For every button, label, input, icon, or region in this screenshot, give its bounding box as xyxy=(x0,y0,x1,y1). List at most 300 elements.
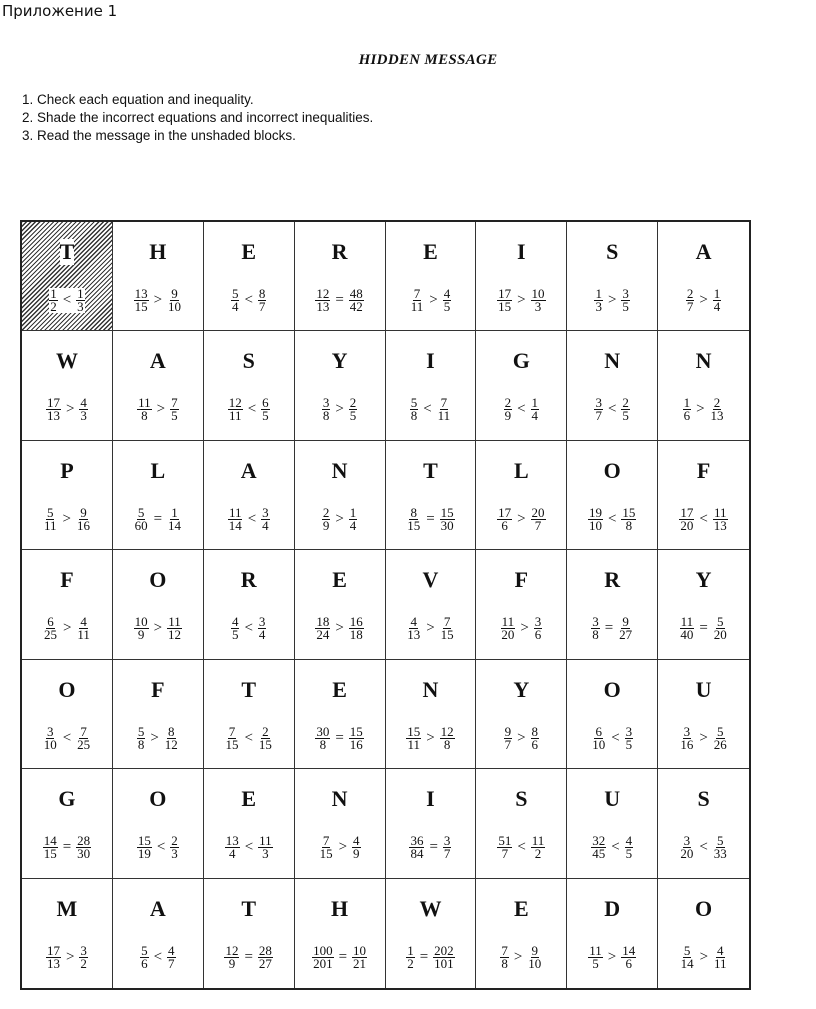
puzzle-cell[interactable] xyxy=(22,550,113,659)
numerator: 12 xyxy=(225,942,239,958)
cell-expression xyxy=(312,942,367,971)
puzzle-cell[interactable] xyxy=(22,879,113,988)
instruction-item: 1. Check each equation and inequality. xyxy=(22,92,254,107)
cell-expression xyxy=(46,942,88,971)
denominator: 8 xyxy=(443,736,451,752)
comparison-operator: = xyxy=(419,948,429,965)
cell-letter: A xyxy=(695,239,712,264)
cell-letter: N xyxy=(422,676,439,702)
fraction-left xyxy=(500,616,515,641)
comparison-operator: > xyxy=(699,292,708,308)
comparison-operator: > xyxy=(426,620,435,637)
cell-expression xyxy=(406,723,454,752)
cell-letter: O xyxy=(695,895,713,921)
comparison-operator: > xyxy=(335,401,344,418)
fraction-right xyxy=(713,723,728,752)
denominator: 10 xyxy=(592,736,606,752)
denominator: 3 xyxy=(595,299,602,314)
comparison-operator: = xyxy=(338,948,348,965)
numerator: 28 xyxy=(77,833,91,849)
fraction-right xyxy=(437,397,452,422)
puzzle-cell[interactable] xyxy=(658,879,749,988)
numerator: 16 xyxy=(349,614,363,630)
numerator: 3 xyxy=(622,286,629,301)
puzzle-cell[interactable] xyxy=(476,879,567,988)
denominator: 9 xyxy=(353,846,360,862)
numerator: 100 xyxy=(313,942,333,958)
numerator: 5 xyxy=(717,833,724,849)
fraction-left xyxy=(315,288,330,313)
puzzle-cell[interactable] xyxy=(658,660,749,769)
cell-letter: I xyxy=(426,786,435,812)
numerator: 30 xyxy=(316,723,330,739)
fraction-right xyxy=(440,504,455,533)
comparison-operator: < xyxy=(153,948,163,965)
numerator: 13 xyxy=(134,286,148,301)
denominator: 15 xyxy=(43,846,57,862)
puzzle-cell[interactable] xyxy=(22,331,113,440)
fraction-right xyxy=(164,723,179,752)
denominator: 14 xyxy=(168,517,182,533)
denominator: 3 xyxy=(171,846,178,862)
comparison-operator: < xyxy=(607,401,617,418)
puzzle-cell[interactable] xyxy=(295,331,386,440)
denominator: 45 xyxy=(592,846,606,862)
puzzle-cell[interactable] xyxy=(204,441,295,550)
denominator: 2 xyxy=(407,955,414,971)
denominator: 5 xyxy=(622,408,629,424)
cell-letter: U xyxy=(695,676,712,702)
puzzle-cell[interactable] xyxy=(567,550,658,659)
numerator: 11 xyxy=(589,942,602,958)
denominator: 5 xyxy=(622,299,629,314)
fraction-right xyxy=(258,288,267,313)
denominator: 8 xyxy=(501,955,508,971)
cell-letter: U xyxy=(604,786,621,812)
puzzle-cell[interactable] xyxy=(386,879,477,988)
cell-expression xyxy=(406,616,454,641)
numerator: 3 xyxy=(592,614,599,630)
cell-letter: P xyxy=(60,457,74,483)
cell-expression xyxy=(679,504,727,533)
denominator: 11 xyxy=(407,736,420,752)
fraction-right xyxy=(170,835,179,860)
cell-expression xyxy=(588,942,636,971)
fraction-right xyxy=(710,397,725,422)
puzzle-cell[interactable] xyxy=(295,660,386,769)
puzzle-cell[interactable] xyxy=(113,769,204,878)
denominator: 16 xyxy=(76,517,90,533)
comparison-operator: > xyxy=(520,620,529,637)
comparison-operator: = xyxy=(429,839,438,856)
numerator: 7 xyxy=(440,395,448,411)
numerator: 12 xyxy=(316,286,330,301)
fraction-right xyxy=(170,397,179,422)
fraction-right xyxy=(531,723,540,752)
cell-expression xyxy=(680,942,728,971)
puzzle-cell[interactable] xyxy=(204,331,295,440)
fraction-right xyxy=(440,616,455,641)
puzzle-cell[interactable] xyxy=(567,660,658,769)
cell-letter: N xyxy=(695,348,712,374)
fraction-left xyxy=(49,288,58,313)
denominator: 5 xyxy=(262,408,269,424)
denominator: 9 xyxy=(228,955,236,971)
fraction-right xyxy=(258,616,267,641)
denominator: 16 xyxy=(680,736,694,752)
comparison-operator: > xyxy=(65,948,75,965)
comparison-operator: > xyxy=(335,510,344,527)
cell-expression xyxy=(315,288,363,313)
puzzle-cell[interactable] xyxy=(295,879,386,988)
denominator: 19 xyxy=(137,846,151,862)
fraction-left xyxy=(315,723,330,752)
numerator: 13 xyxy=(225,833,239,849)
numerator: 2 xyxy=(686,286,694,301)
puzzle-cell[interactable] xyxy=(658,441,749,550)
puzzle-cell[interactable] xyxy=(22,222,113,331)
cell-expression xyxy=(683,397,725,422)
denominator: 30 xyxy=(77,846,91,862)
fraction-left xyxy=(497,835,512,860)
fraction-left xyxy=(322,397,331,422)
puzzle-cell[interactable] xyxy=(567,769,658,878)
numerator: 2 xyxy=(504,395,512,411)
puzzle-cell[interactable] xyxy=(22,769,113,878)
fraction-right xyxy=(76,835,91,860)
numerator: 7 xyxy=(80,723,87,739)
numerator: 3 xyxy=(625,723,633,739)
denominator: 15 xyxy=(258,736,272,752)
numerator: 6 xyxy=(47,614,54,630)
numerator: 5 xyxy=(231,286,239,301)
fraction-right xyxy=(261,504,270,533)
fraction-right xyxy=(531,288,546,313)
puzzle-cell[interactable] xyxy=(476,331,567,440)
cell-expression xyxy=(134,288,182,313)
numerator: 10 xyxy=(134,614,148,630)
numerator: 17 xyxy=(498,504,512,520)
denominator: 16 xyxy=(349,736,363,752)
denominator: 15 xyxy=(407,517,421,533)
denominator: 60 xyxy=(134,517,148,533)
fraction-left xyxy=(322,504,331,533)
denominator: 6 xyxy=(141,955,148,971)
numerator: 3 xyxy=(322,395,330,411)
cell-expression xyxy=(504,723,539,752)
denominator: 4 xyxy=(349,517,357,533)
cell-letter: E xyxy=(241,239,257,264)
instructions-list xyxy=(22,91,373,145)
fraction-right xyxy=(349,288,364,313)
cell-expression xyxy=(406,942,454,971)
cell-expression xyxy=(137,835,179,860)
numerator: 17 xyxy=(46,942,60,958)
denominator: 33 xyxy=(713,846,727,862)
numerator: 7 xyxy=(228,723,236,739)
numerator: 11 xyxy=(138,395,151,411)
denominator: 201 xyxy=(313,955,333,971)
denominator: 84 xyxy=(410,846,424,862)
fraction-left xyxy=(134,288,149,313)
cell-letter: I xyxy=(517,239,526,264)
fraction-left xyxy=(134,504,149,533)
numerator: 8 xyxy=(168,723,175,739)
fraction-left xyxy=(591,616,600,641)
comparison-operator: > xyxy=(607,292,617,308)
fraction-right xyxy=(352,942,367,971)
fraction-left xyxy=(140,942,149,971)
instruction-item: 3. Read the message in the unshaded blocks. xyxy=(22,128,296,143)
denominator: 5 xyxy=(171,408,178,424)
fraction-right xyxy=(79,397,88,422)
comparison-operator: > xyxy=(62,510,71,527)
denominator: 7 xyxy=(686,299,694,314)
denominator: 20 xyxy=(680,517,694,533)
numerator: 4 xyxy=(717,942,724,958)
comparison-operator: < xyxy=(611,729,620,746)
numerator: 3 xyxy=(683,723,691,739)
denominator: 26 xyxy=(713,736,727,752)
cell-expression xyxy=(43,723,91,752)
denominator: 5 xyxy=(349,408,357,424)
cell-letter: O xyxy=(149,567,167,593)
numerator: 9 xyxy=(531,942,539,958)
numerator: 3 xyxy=(683,833,691,849)
comparison-operator: < xyxy=(699,510,708,527)
numerator: 7 xyxy=(501,942,508,958)
denominator: 11 xyxy=(437,408,451,424)
puzzle-cell[interactable] xyxy=(386,769,477,878)
fraction-left xyxy=(497,288,512,313)
fraction-right xyxy=(713,504,728,533)
denominator: 20 xyxy=(501,627,515,643)
puzzle-cell[interactable] xyxy=(295,441,386,550)
fraction-left xyxy=(46,397,61,422)
puzzle-cell[interactable] xyxy=(386,550,477,659)
numerator: 3 xyxy=(258,614,266,630)
puzzle-cell[interactable] xyxy=(113,331,204,440)
denominator: 4 xyxy=(531,408,539,424)
cell-expression xyxy=(591,723,633,752)
puzzle-cell[interactable] xyxy=(22,441,113,550)
cell-expression xyxy=(46,397,88,422)
fraction-left xyxy=(137,723,146,752)
puzzle-cell[interactable] xyxy=(113,879,204,988)
puzzle-cell[interactable] xyxy=(476,769,567,878)
comparison-operator: > xyxy=(153,620,163,637)
denominator: 9 xyxy=(504,408,512,424)
comparison-operator: > xyxy=(517,729,526,746)
puzzle-cell[interactable] xyxy=(658,222,749,331)
cell-letter: D xyxy=(604,895,621,921)
denominator: 11 xyxy=(77,627,90,643)
denominator: 7 xyxy=(168,955,175,971)
puzzle-cell[interactable] xyxy=(476,550,567,659)
fraction-right xyxy=(349,397,358,422)
puzzle-cell[interactable] xyxy=(476,222,567,331)
cell-letter: O xyxy=(58,676,76,702)
fraction-right xyxy=(625,723,634,752)
numerator: 5 xyxy=(46,504,54,520)
fraction-right xyxy=(258,835,273,860)
fraction-left xyxy=(679,504,694,533)
puzzle-cell[interactable] xyxy=(567,331,658,440)
numerator: 7 xyxy=(322,833,330,849)
denominator: 4 xyxy=(228,846,236,862)
fraction-left xyxy=(497,504,512,533)
fraction-left xyxy=(594,397,603,422)
cell-expression xyxy=(594,288,629,313)
fraction-right xyxy=(167,616,182,641)
fraction-left xyxy=(228,397,243,422)
puzzle-cell[interactable] xyxy=(567,441,658,550)
denominator: 8 xyxy=(319,736,327,752)
comparison-operator: < xyxy=(517,401,526,418)
puzzle-cell[interactable] xyxy=(113,441,204,550)
puzzle-cell[interactable] xyxy=(295,769,386,878)
numerator: 5 xyxy=(141,942,148,958)
fraction-right xyxy=(618,616,633,641)
comparison-operator: < xyxy=(244,839,254,856)
denominator: 8 xyxy=(137,736,145,752)
cell-letter: Y xyxy=(695,567,712,593)
numerator: 11 xyxy=(259,833,272,849)
fraction-left xyxy=(410,397,419,422)
comparison-operator: < xyxy=(62,729,72,746)
denominator: 13 xyxy=(710,408,724,424)
cell-letter: E xyxy=(332,676,347,702)
puzzle-cell[interactable] xyxy=(386,441,477,550)
puzzle-cell[interactable] xyxy=(295,550,386,659)
numerator: 17 xyxy=(680,504,694,520)
denominator: 12 xyxy=(168,627,182,643)
numerator: 2 xyxy=(622,395,629,411)
comparison-operator: > xyxy=(65,401,75,418)
puzzle-cell[interactable] xyxy=(204,660,295,769)
comparison-operator: > xyxy=(699,729,708,746)
puzzle-cell[interactable] xyxy=(386,331,477,440)
cell-letter: T xyxy=(423,457,438,483)
comparison-operator: < xyxy=(244,292,253,308)
denominator: 10 xyxy=(168,299,182,314)
puzzle-cell[interactable] xyxy=(476,441,567,550)
numerator: 4 xyxy=(410,614,417,630)
puzzle-cell[interactable] xyxy=(295,222,386,331)
comparison-operator: > xyxy=(153,292,163,308)
numerator: 3 xyxy=(46,723,54,739)
numerator: 6 xyxy=(262,395,269,411)
numerator: 5 xyxy=(683,942,691,958)
fraction-right xyxy=(261,397,270,422)
puzzle-cell[interactable] xyxy=(204,550,295,659)
comparison-operator: > xyxy=(156,401,166,418)
fraction-left xyxy=(231,616,240,641)
fraction-left xyxy=(224,942,239,971)
numerator: 19 xyxy=(588,504,602,520)
denominator: 27 xyxy=(619,627,633,643)
puzzle-cell[interactable] xyxy=(204,879,295,988)
puzzle-cell[interactable] xyxy=(658,331,749,440)
fraction-left xyxy=(594,288,603,313)
numerator: 5 xyxy=(717,723,724,739)
denominator: 8 xyxy=(410,408,418,424)
puzzle-cell[interactable] xyxy=(386,222,477,331)
cell-letter: F xyxy=(696,457,711,483)
numerator: 202 xyxy=(434,942,454,958)
puzzle-cell[interactable] xyxy=(658,769,749,878)
cell-expression xyxy=(224,942,272,971)
denominator: 14 xyxy=(680,955,694,971)
fraction-right xyxy=(531,397,540,422)
cell-letter: I xyxy=(426,348,435,374)
numerator: 1 xyxy=(50,286,57,301)
comparison-operator: < xyxy=(517,839,526,856)
numerator: 8 xyxy=(258,286,266,301)
numerator: 3 xyxy=(80,942,87,958)
fraction-left xyxy=(228,504,243,533)
comparison-operator: > xyxy=(338,839,348,856)
denominator: 9 xyxy=(137,627,145,643)
puzzle-cell[interactable] xyxy=(567,879,658,988)
comparison-operator: > xyxy=(62,620,72,637)
cell-expression xyxy=(588,504,636,533)
puzzle-cell[interactable] xyxy=(22,660,113,769)
comparison-operator: < xyxy=(699,839,708,856)
cell-letter: S xyxy=(697,786,710,812)
denominator: 8 xyxy=(592,627,599,643)
puzzle-cell[interactable] xyxy=(658,550,749,659)
fraction-left xyxy=(588,942,603,971)
puzzle-cell[interactable] xyxy=(386,660,477,769)
numerator: 12 xyxy=(440,723,454,739)
fraction-left xyxy=(43,616,58,641)
cell-expression xyxy=(591,835,633,860)
denominator: 13 xyxy=(316,299,330,314)
cell-letter: H xyxy=(331,895,349,921)
fraction-left xyxy=(500,942,509,971)
puzzle-cell[interactable] xyxy=(113,660,204,769)
cell-letter: E xyxy=(423,239,438,264)
fraction-left xyxy=(409,835,424,860)
cell-expression xyxy=(134,616,182,641)
puzzle-cell[interactable] xyxy=(476,660,567,769)
cell-expression xyxy=(322,397,357,422)
fraction-right xyxy=(713,942,728,971)
denominator: 40 xyxy=(680,627,694,643)
puzzle-cell[interactable] xyxy=(204,769,295,878)
numerator: 2 xyxy=(262,723,269,739)
numerator: 7 xyxy=(413,286,421,301)
puzzle-cell[interactable] xyxy=(204,222,295,331)
denominator: 15 xyxy=(440,627,454,643)
puzzle-cell[interactable] xyxy=(113,550,204,659)
denominator: 6 xyxy=(531,736,539,752)
cell-letter: S xyxy=(242,348,255,374)
cell-expression xyxy=(315,723,363,752)
denominator: 11 xyxy=(714,955,727,971)
denominator: 8 xyxy=(625,517,633,533)
numerator: 51 xyxy=(498,833,512,849)
comparison-operator: = xyxy=(335,292,344,308)
fraction-right xyxy=(349,504,358,533)
puzzle-cell[interactable] xyxy=(567,222,658,331)
fraction-right xyxy=(621,397,630,422)
cell-expression xyxy=(497,288,545,313)
numerator: 9 xyxy=(504,723,512,739)
comparison-operator: < xyxy=(244,620,253,637)
puzzle-cell[interactable] xyxy=(113,222,204,331)
